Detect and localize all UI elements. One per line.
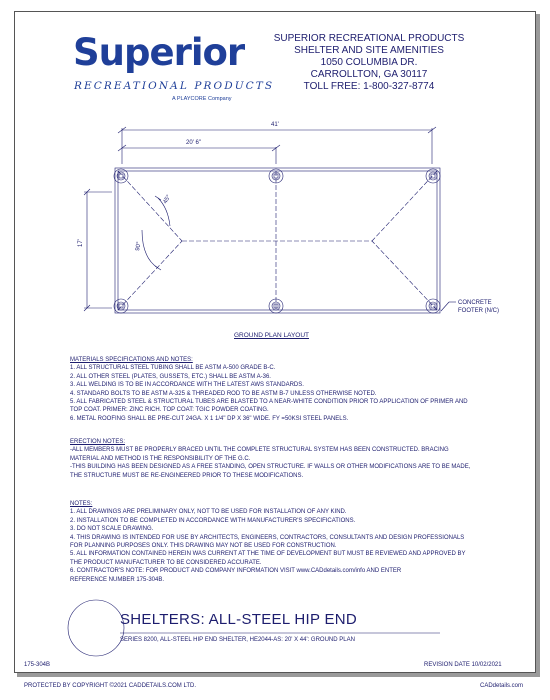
note-line: 5. ALL INFORMATION CONTAINED HEREIN WAS CURRENT AT THE TIME OF DEVELOPMENT BUT MUST BE REVIEWED AND APPROVED BY [70,551,466,558]
angle-arc-90 [142,230,158,268]
note-line: 6. METAL ROOFING SHALL BE PRE-CUT 24GA. X 1 1/4" DP X 36" WIDE. FY =50KSI STEEL PANELS. [70,415,349,422]
note-line: 4. STANDARD BOLTS TO BE ASTM A-325 & THREADED ROD TO BE ASTM B-7 UNLESS OTHERWISE NOTED. [70,390,377,397]
callout-leader [441,302,449,311]
note-line: 4. THIS DRAWING IS INTENDED FOR USE BY ARCHITECTS, ENGINEERS, CONTRACTORS, CONSULTANTS AND DESIGN PROFESSIONALS [70,534,465,541]
logo-playcore-brand: A PLAYCORE Company [172,96,232,102]
revision-date: REVISION DATE 10/02/2021 [424,662,502,668]
note-line: FOR PLANNING PURPOSES ONLY. THIS DRAWING MAY NOT BE USED FOR CONSTRUCTION. [70,543,337,550]
callout-line: CONCRETE [458,300,492,306]
company-line: TOLL FREE: 1-800-327-8774 [303,81,435,92]
erection-heading: ERECTION NOTES: [70,439,126,445]
note-line: 3. ALL WELDING IS TO BE IN ACCORDANCE WITH THE LATEST AWS STANDARDS. [70,382,304,389]
angle-label-90: 90° [135,241,143,252]
angle-arrow [155,196,161,200]
hip-line [372,171,437,241]
note-line: 5. ALL FABRICATED STEEL & STRUCTURAL TUBES ARE BLASTED TO A NEAR-WHITE CONDITION PRIOR TO APPLICATION OF PRIMER AND [70,399,468,406]
roof-outline-outer [115,168,440,313]
dim-label-overall: 41' [271,122,279,128]
note-line: -ALL MEMBERS MUST BE PROPERLY BRACED UNTIL THE COMPLETE STRUCTURAL SYSTEM HAS BEEN CONSTRUCTED. BRACING [70,447,449,454]
company-line: CARROLLTON, GA 30117 [310,69,428,80]
dim-label-depth: 17' [78,239,84,247]
concrete-footer [114,299,128,313]
note-line: -THIS BUILDING HAS BEEN DESIGNED AS A FREE STANDING, OPEN STRUCTURE. IF WALLS OR OTHER MODIFICATIONS ARE TO BE MADE, [70,464,471,471]
drawing-title: SHELTERS: ALL-STEEL HIP END [120,611,358,628]
company-line: SHELTER AND SITE AMENITIES [294,45,444,56]
dim-label-half: 20' 6" [186,140,201,146]
superior-logo-wordmark: Superior [73,31,245,74]
copyright-notice: PROTECTED BY COPYRIGHT ©2021 CADDETAILS.COM LTD. [24,683,197,689]
note-line: TOP COAT. PRIMER: ZINC RICH. TOP COAT: TGIC POWDER COATING. [70,407,269,414]
note-line: 3. DO NOT SCALE DRAWING. [70,526,154,533]
general-notes [70,500,466,584]
company-line: 1050 COLUMBIA DR. [320,57,418,68]
concrete-footer [426,299,440,313]
note-line: REFERENCE NUMBER 175-304B. [70,576,165,583]
company-line: SUPERIOR RECREATIONAL PRODUCTS [273,33,465,44]
logo-subtitle: RECREATIONAL PRODUCTS [74,80,275,92]
note-line: THE PRODUCT MANUFACTURER TO BE CONSIDERED ACCURATE. [70,559,262,566]
note-line: THE STRUCTURE MUST BE RE-ENGINEERED PRIOR TO THESE MODIFICATIONS. [70,472,304,479]
hip-line [118,171,182,241]
materials-notes [70,356,468,423]
note-line: 1. ALL STRUCTURAL STEEL TUBING SHALL BE ASTM A-500 GRADE B-C. [70,365,276,372]
caddetails-link[interactable]: CADdetails.com [480,683,524,689]
note-line: 6. CONTRACTOR'S NOTE: FOR PRODUCT AND COMPANY INFORMATION VISIT www.CADdetails.com/info AND ENTER [70,568,402,575]
note-line: 2. INSTALLATION TO BE COMPLETED IN ACCORDANCE WITH MANUFACTURER'S SPECIFICATIONS. [70,517,356,524]
title-block-circle [68,600,124,656]
hip-line [372,241,437,310]
note-line: 1. ALL DRAWINGS ARE PRELIMINARY ONLY, NOT TO BE USED FOR INSTALLATION OF ANY KIND. [70,509,347,516]
hip-line [118,241,182,310]
note-line: MATERIAL AND METHOD IS THE RESPONSIBILITY OF THE G.C. [70,455,251,462]
erection-notes [70,438,470,480]
reference-number: 175-304B [24,662,51,668]
roof-outline-inner [118,171,437,310]
ground-plan-title: GROUND PLAN LAYOUT [234,332,310,339]
note-line: 2. ALL OTHER STEEL (PLATES, GUSSETS, ETC.) SHALL BE ASTM A-36. [70,373,271,380]
callout-line: FOOTER (N/C) [458,308,499,314]
notes-heading: NOTES: [70,501,93,507]
materials-heading: MATERIALS SPECIFICATIONS AND NOTES: [70,357,193,363]
angle-label-45: 45° [162,194,173,205]
drawing-subtitle: SERIES 8200, ALL-STEEL HIP END SHELTER, HE2044-AS: 20' X 44': GROUND PLAN [120,637,355,643]
